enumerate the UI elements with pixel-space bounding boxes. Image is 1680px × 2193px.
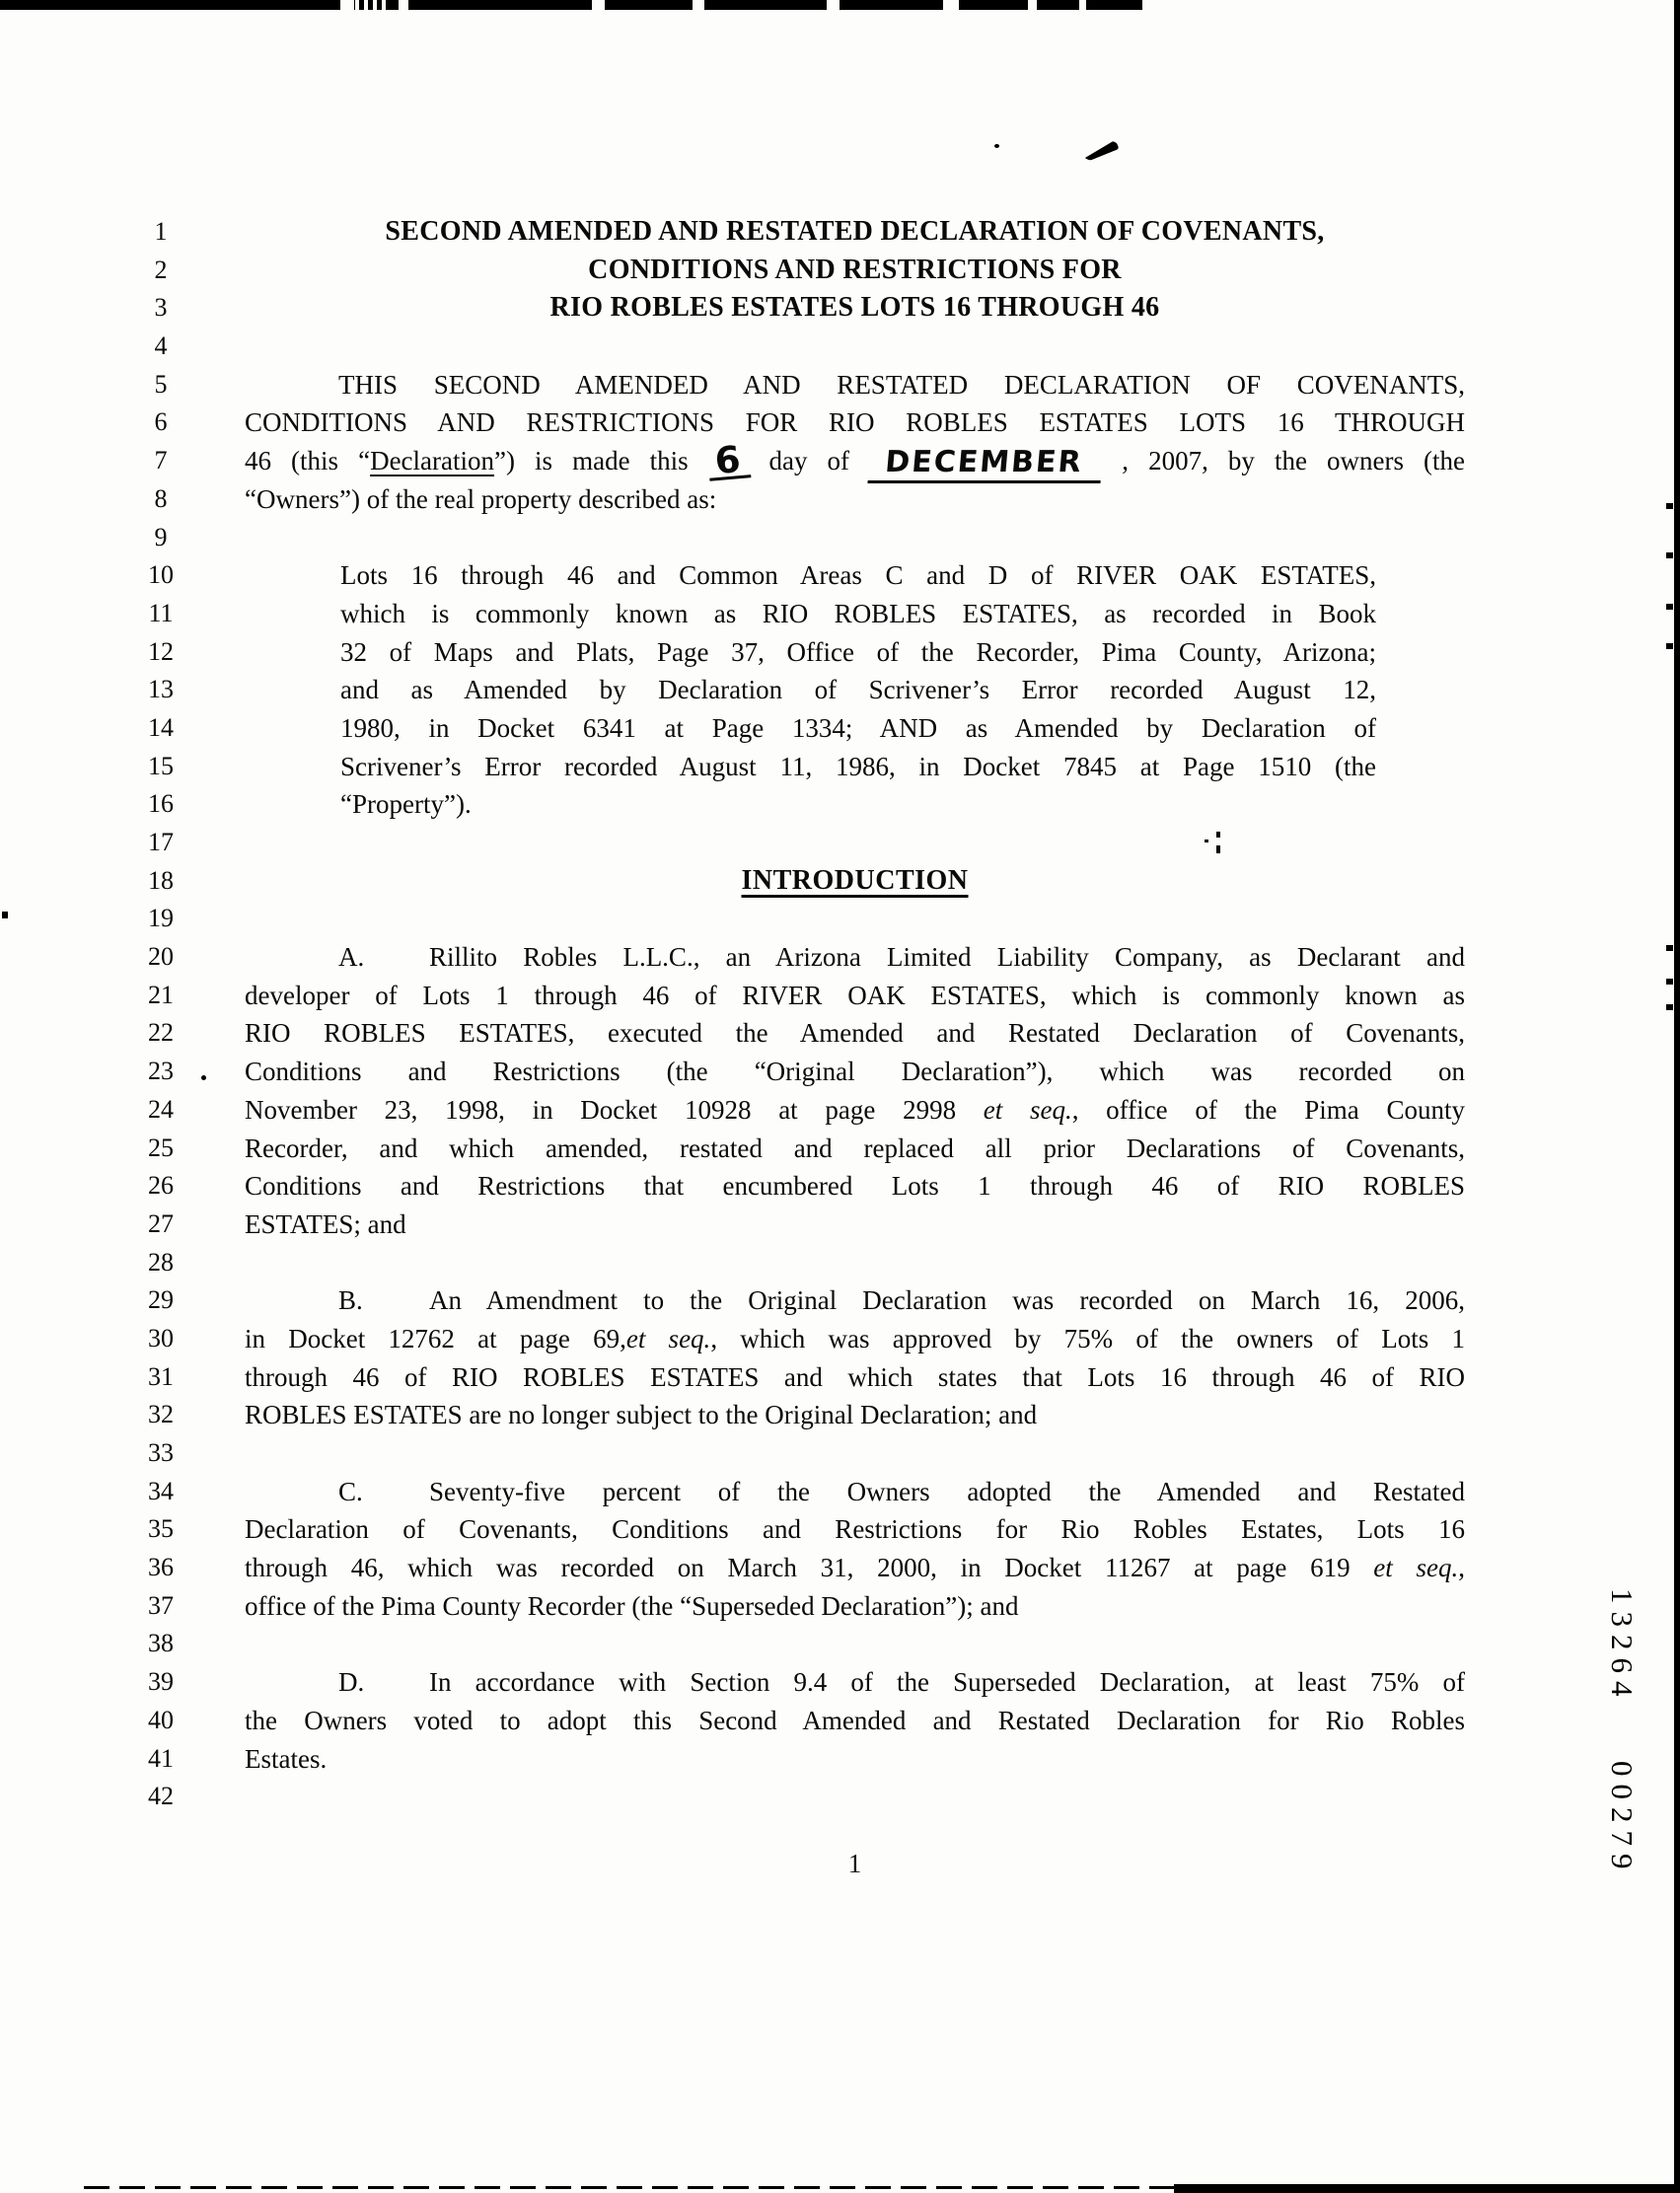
segment-text: CONDITIONS AND RESTRICTIONS FOR <box>588 254 1122 285</box>
line-number: 12 <box>148 636 174 666</box>
document-line <box>0 977 1680 1015</box>
line-number: 16 <box>148 789 174 819</box>
line-number: 20 <box>148 942 174 972</box>
line-text <box>245 938 1465 977</box>
segment-italic: et seq. <box>983 1094 1072 1125</box>
document-line <box>0 438 1680 483</box>
line-number: 18 <box>148 865 174 895</box>
line-text <box>340 671 1376 709</box>
segment-text: the Owners voted to adopt this Second Amended and Restated Declaration for Rio Robles <box>245 1705 1465 1735</box>
segment-text: Scrivener’s Error recorded August 11, 1986, in Docket 7845 at Page 1510 (the <box>340 751 1376 781</box>
document-line <box>0 1091 1680 1130</box>
segment-text: 32 of Maps and Plats, Page 37, Office of the Recorder, Pima County, Arizona; <box>340 636 1376 667</box>
segment-text: 1980, in Docket 6341 at Page 1334; AND as Amended by Declaration of <box>340 712 1376 743</box>
line-text <box>245 1206 1465 1244</box>
document-line <box>0 403 1680 442</box>
document-line <box>0 938 1680 977</box>
document-line <box>0 709 1680 748</box>
line-number: 19 <box>148 904 174 933</box>
segment-italic: et seq. <box>625 1323 711 1353</box>
segment-text: , which was approved by 75% of the owners of Lots 1 <box>710 1323 1465 1353</box>
document-line <box>0 1130 1680 1168</box>
scan-artifact-speck <box>994 144 999 148</box>
line-text <box>245 213 1465 252</box>
segment-text: November 23, 1998, in Docket 10928 at page 2998 <box>245 1094 984 1125</box>
line-number: 37 <box>148 1590 174 1620</box>
document-line <box>0 1014 1680 1053</box>
segment-italic: et seq. <box>1373 1553 1459 1583</box>
segment-text: Estates. <box>245 1743 328 1774</box>
line-number: 29 <box>148 1285 174 1315</box>
line-number: 13 <box>148 675 174 704</box>
line-text <box>245 862 1465 901</box>
segment-text: , office of the Pima County <box>1071 1094 1465 1125</box>
document-line <box>0 595 1680 633</box>
document-line <box>0 671 1680 709</box>
document-line <box>0 556 1680 595</box>
line-text <box>245 1014 1465 1053</box>
document-line <box>0 1434 1680 1473</box>
line-number: 27 <box>148 1208 174 1238</box>
line-text <box>245 289 1465 328</box>
line-text <box>245 1053 1465 1091</box>
document-line <box>0 519 1680 557</box>
line-number: 7 <box>154 446 168 475</box>
segment-label: D. <box>338 1667 365 1698</box>
segment-text: Conditions and Restrictions (the “Original Declaration”), which was recorded on <box>245 1057 1465 1087</box>
stamp-page-number: 00279 <box>1605 1761 1640 1877</box>
line-number: 10 <box>148 560 174 590</box>
segment-text: , <box>1458 1553 1465 1583</box>
line-text <box>245 1281 1465 1320</box>
document-line <box>0 366 1680 404</box>
document-line <box>0 785 1680 824</box>
document-line <box>0 1473 1680 1511</box>
line-number: 35 <box>148 1514 174 1544</box>
segment-text: developer of Lots 1 through 46 of RIVER OAK ESTATES, which is commonly known as <box>245 980 1465 1010</box>
scan-artifact-top-edge <box>0 0 1142 10</box>
document-line <box>0 1396 1680 1434</box>
segment-text: ESTATES; and <box>245 1208 406 1239</box>
line-number: 14 <box>148 712 174 742</box>
line-number: 4 <box>154 331 168 361</box>
line-text <box>340 785 1376 824</box>
scan-artifact-bottom-dashes <box>84 2186 1174 2189</box>
segment-text: 46 (this “ <box>245 446 371 476</box>
scan-artifact-pen-stroke <box>1082 140 1119 163</box>
document-line <box>0 1778 1680 1816</box>
line-number: 22 <box>148 1018 174 1048</box>
document-line <box>0 213 1680 252</box>
segment-text: “Property”). <box>340 789 472 820</box>
line-number: 36 <box>148 1553 174 1582</box>
document-line <box>0 1587 1680 1626</box>
document-line <box>0 1281 1680 1320</box>
segment-text: day of <box>749 446 870 476</box>
document-line <box>0 1625 1680 1663</box>
line-number: 32 <box>148 1400 174 1429</box>
document-line <box>0 1740 1680 1779</box>
segment-text: THIS SECOND AMENDED AND RESTATED DECLARATION OF COVENANTS, <box>338 369 1465 400</box>
segment-text: ”) is made this <box>494 446 708 476</box>
line-number: 15 <box>148 751 174 780</box>
document-line <box>0 328 1680 366</box>
line-text <box>245 1167 1465 1206</box>
segment-text: CONDITIONS AND RESTRICTIONS FOR RIO ROBLES ESTATES LOTS 16 THROUGH <box>245 407 1465 438</box>
segment-text: INTRODUCTION <box>741 864 969 896</box>
recorder-stamp <box>1604 1588 1640 1877</box>
line-text <box>245 1702 1465 1740</box>
line-text <box>245 1396 1465 1434</box>
line-text <box>340 748 1376 786</box>
document-line <box>0 1244 1680 1282</box>
line-text <box>245 977 1465 1015</box>
document-line <box>0 862 1680 901</box>
line-text <box>245 1587 1465 1626</box>
segment-text: Declaration of Covenants, Conditions and Restrictions for Rio Robles Estates, Lots 16 <box>245 1514 1465 1545</box>
line-text <box>340 633 1376 672</box>
line-number: 21 <box>148 980 174 1009</box>
segment-text: and as Amended by Declaration of Scrivener’s Error recorded August 12, <box>340 675 1376 705</box>
line-text <box>245 438 1465 483</box>
segment-label: B. <box>338 1285 363 1316</box>
segment-text: “Owners”) of the real property described as: <box>245 483 717 514</box>
segment-text: Rillito Robles L.L.C., an Arizona Limited Liability Company, as Declarant and <box>429 942 1465 973</box>
document-lines <box>0 213 1680 1816</box>
document-line <box>0 252 1680 290</box>
line-text <box>245 1130 1465 1168</box>
segment-text: RIO ROBLES ESTATES, executed the Amended and Restated Declaration of Covenants, <box>245 1018 1465 1049</box>
line-number: 30 <box>148 1323 174 1352</box>
line-number: 34 <box>148 1476 174 1505</box>
segment-text: office of the Pima County Recorder (the “Superseded Declaration”); and <box>245 1590 1019 1621</box>
segment-text: Seventy-five percent of the Owners adopted the Amended and Restated <box>429 1476 1465 1506</box>
line-text <box>245 252 1465 290</box>
line-number: 40 <box>148 1705 174 1734</box>
line-text <box>245 480 1465 519</box>
segment-text: ROBLES ESTATES are no longer subject to the Original Declaration; and <box>245 1400 1038 1430</box>
line-number: 26 <box>148 1171 174 1201</box>
line-number: 41 <box>148 1743 174 1773</box>
segment-text: Lots 16 through 46 and Common Areas C and D of RIVER OAK ESTATES, <box>340 560 1376 591</box>
segment-text: , 2007, by the owners (the <box>1102 446 1465 476</box>
line-number: 3 <box>154 293 168 323</box>
segment-text: Recorder, and which amended, restated and replaced all prior Declarations of Covenants, <box>245 1133 1465 1163</box>
document-line <box>0 900 1680 938</box>
document-line <box>0 1549 1680 1587</box>
segment-label: C. <box>338 1476 363 1506</box>
document-line <box>0 1358 1680 1397</box>
document-line <box>0 1206 1680 1244</box>
line-number: 2 <box>154 255 168 284</box>
document-line <box>0 1320 1680 1358</box>
segment-text: RIO ROBLES ESTATES LOTS 16 THROUGH 46 <box>549 292 1160 324</box>
segment-text: which is commonly known as RIO ROBLES ESTATES, as recorded in Book <box>340 598 1376 628</box>
segment-text: through 46, which was recorded on March 31, 2000, in Docket 11267 at page 619 <box>245 1553 1374 1583</box>
line-text <box>245 1358 1465 1397</box>
line-number: 25 <box>148 1133 174 1162</box>
document-line <box>0 748 1680 786</box>
line-number: 33 <box>148 1438 174 1467</box>
document-line <box>0 1053 1680 1091</box>
line-text <box>245 1510 1465 1549</box>
line-text <box>340 709 1376 748</box>
line-number: 23 <box>148 1057 174 1086</box>
segment-text: SECOND AMENDED AND RESTATED DECLARATION OF COVENANTS, <box>385 216 1325 247</box>
line-number: 5 <box>154 369 168 399</box>
line-number: 6 <box>154 407 168 437</box>
line-number: 42 <box>148 1782 174 1811</box>
segment-underline: Declaration <box>370 446 495 476</box>
line-number: 8 <box>154 483 168 513</box>
document-line <box>0 480 1680 519</box>
line-text <box>340 556 1376 595</box>
line-number: 9 <box>154 522 168 551</box>
segment-hw-month: DECEMBER <box>867 448 1103 483</box>
line-number: 17 <box>148 828 174 856</box>
line-number: 1 <box>154 217 168 246</box>
segment-text: through 46 of RIO ROBLES ESTATES and which states that Lots 16 through 46 of RIO <box>245 1361 1465 1392</box>
segment-hw-day: 6 <box>706 444 751 481</box>
line-text <box>245 1663 1465 1702</box>
line-number: 39 <box>148 1667 174 1697</box>
line-number: 24 <box>148 1094 174 1124</box>
line-text <box>245 1473 1465 1511</box>
document-line <box>0 824 1680 862</box>
document-line <box>0 1702 1680 1740</box>
segment-text: An Amendment to the Original Declaration was recorded on March 16, 2006, <box>429 1285 1465 1316</box>
document-line <box>0 1663 1680 1702</box>
document-line <box>0 289 1680 328</box>
line-text <box>245 1320 1465 1358</box>
page-number: 1 <box>847 1849 862 1878</box>
document-line <box>0 1510 1680 1549</box>
line-text <box>245 1549 1465 1587</box>
line-text <box>245 1091 1465 1130</box>
scan-artifact-bottom-bar <box>1174 2184 1680 2193</box>
line-text <box>245 1740 1465 1779</box>
segment-text: in Docket 12762 at page 69, <box>245 1323 626 1353</box>
segment-text: Conditions and Restrictions that encumbered Lots 1 through 46 of RIO ROBLES <box>245 1171 1465 1202</box>
segment-text: In accordance with Section 9.4 of the Superseded Declaration, at least 75% of <box>429 1667 1465 1698</box>
line-text <box>340 595 1376 633</box>
line-number: 38 <box>148 1629 174 1658</box>
stamp-docket-number: 13264 <box>1605 1588 1640 1705</box>
document-line <box>0 1167 1680 1206</box>
segment-label: A. <box>338 942 365 973</box>
line-text <box>245 403 1465 442</box>
line-number: 28 <box>148 1247 174 1277</box>
line-number: 31 <box>148 1361 174 1391</box>
document-line <box>0 633 1680 672</box>
line-text <box>245 366 1465 404</box>
line-number: 11 <box>148 598 174 627</box>
